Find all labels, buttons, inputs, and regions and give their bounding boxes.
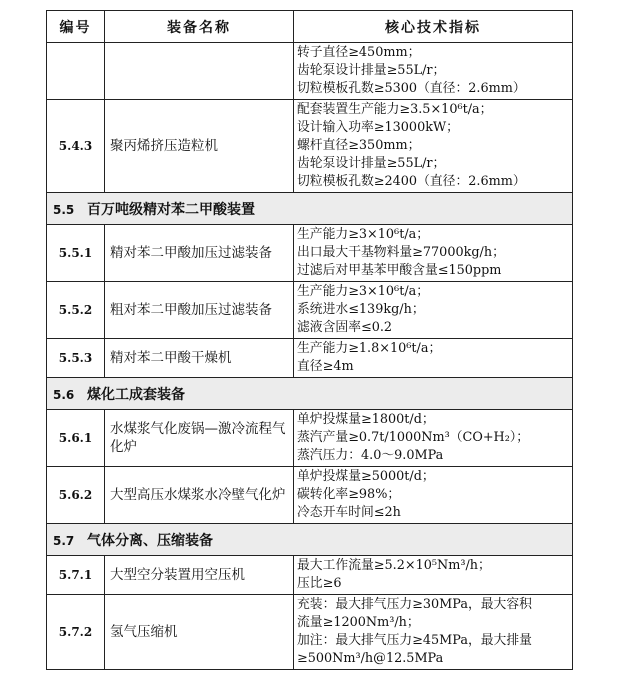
core-spec-cell: [294, 556, 573, 595]
section-row: [47, 524, 573, 556]
core-spec-cell: [294, 467, 573, 524]
core-spec-cell: [294, 225, 573, 282]
spec-line: 生产能力≥3×10⁶t/a；: [297, 284, 430, 299]
core-spec-cell: [294, 595, 573, 670]
table-header-row: [47, 11, 573, 43]
core-spec-cell: [294, 339, 573, 378]
section-cell: [47, 193, 573, 225]
section-number: 5.6: [53, 387, 75, 402]
table-row: [47, 595, 573, 670]
section-title: 煤化工成套装备: [87, 386, 185, 403]
header-number: 编号: [47, 11, 105, 43]
table-row: [47, 556, 573, 595]
section-row: [47, 378, 573, 410]
equipment-name: 大型空分装置用空压机: [105, 556, 294, 595]
header-equipment-name: 装备名称: [105, 11, 294, 43]
section-cell: [47, 524, 573, 556]
section-title: 气体分离、压缩装备: [87, 532, 213, 549]
table-row: [47, 43, 573, 100]
table-row: [47, 467, 573, 524]
section-number: 5.7: [53, 533, 75, 548]
table-row: [47, 225, 573, 282]
table-row: [47, 339, 573, 378]
equipment-spec-table: [46, 10, 573, 670]
spec-line: 流量≥1200Nm³/h；: [297, 615, 420, 630]
core-spec-cell: [294, 410, 573, 467]
equipment-name: 精对苯二甲酸加压过滤装备: [105, 225, 294, 282]
spec-line: 转子直径≥450mm；: [297, 45, 421, 60]
section-cell: [47, 378, 573, 410]
equipment-name: 大型高压水煤浆水冷壁气化炉: [105, 467, 294, 524]
spec-line: 齿轮泵设计排量≥55L/r；: [297, 156, 446, 171]
spec-line: 蒸汽压力：4.0～9.0MPa: [297, 448, 444, 463]
spec-line: 齿轮泵设计排量≥55L/r；: [297, 63, 446, 78]
spec-line: 出口最大干基物料量≥77000kg/h；: [297, 245, 505, 260]
spec-line: 配套装置生产能力≥3.5×10⁶t/a；: [297, 102, 493, 117]
spec-line: 设计输入功率≥13000kW；: [297, 120, 459, 135]
spec-line: 压比≥6: [297, 576, 342, 591]
spec-line: 单炉投煤量≥5000t/d；: [297, 469, 435, 484]
item-number: 5.5.1: [47, 225, 105, 282]
spec-line: ≥500Nm³/h@12.5MPa: [297, 651, 444, 666]
item-number: 5.7.1: [47, 556, 105, 595]
spec-line: 系统进水≤139kg/h；: [297, 302, 425, 317]
equipment-name: 粗对苯二甲酸加压过滤装备: [105, 282, 294, 339]
section-number: 5.5: [53, 202, 75, 217]
table-body: [47, 43, 573, 670]
section-title: 百万吨级精对苯二甲酸装置: [87, 201, 255, 218]
spec-line: 充装：最大排气压力≥30MPa，最大容积: [297, 597, 532, 612]
spec-line: 加注：最大排气压力≥45MPa，最大排量: [297, 633, 532, 648]
item-number: 5.5.2: [47, 282, 105, 339]
spec-line: 生产能力≥1.8×10⁶t/a；: [297, 341, 442, 356]
section-row: [47, 193, 573, 225]
core-spec-cell: [294, 100, 573, 193]
table-row: [47, 282, 573, 339]
item-number: [47, 43, 105, 100]
spec-line: 冷态开车时间≤2h: [297, 505, 401, 520]
header-core-spec: 核心技术指标: [294, 11, 573, 43]
spec-line: 单炉投煤量≥1800t/d；: [297, 412, 435, 427]
item-number: 5.4.3: [47, 100, 105, 193]
spec-line: 生产能力≥3×10⁶t/a；: [297, 227, 430, 242]
core-spec-cell: [294, 282, 573, 339]
core-spec-cell: [294, 43, 573, 100]
spec-line: 过滤后对甲基苯甲酸含量≤150ppm: [297, 263, 502, 278]
item-number: 5.5.3: [47, 339, 105, 378]
item-number: 5.7.2: [47, 595, 105, 670]
spec-line: 直径≥4m: [297, 359, 354, 374]
spec-line: 最大工作流量≥5.2×10⁵Nm³/h；: [297, 558, 491, 573]
equipment-name: 氢气压缩机: [105, 595, 294, 670]
table-row: [47, 410, 573, 467]
spec-line: 蒸汽产量≥0.7t/1000Nm³（CO+H₂）；: [297, 430, 530, 445]
spec-line: 切粒模板孔数≥2400（直径：2.6mm）: [297, 174, 526, 189]
spec-line: 切粒模板孔数≥5300（直径：2.6mm）: [297, 81, 526, 96]
item-number: 5.6.1: [47, 410, 105, 467]
spec-line: 螺杆直径≥350mm；: [297, 138, 421, 153]
equipment-name: [105, 43, 294, 100]
equipment-name: 聚丙烯挤压造粒机: [105, 100, 294, 193]
spec-line: 滤液含固率≤0.2: [297, 320, 393, 335]
item-number: 5.6.2: [47, 467, 105, 524]
equipment-name: 精对苯二甲酸干燥机: [105, 339, 294, 378]
equipment-name: 水煤浆气化废锅—激冷流程气化炉: [105, 410, 294, 467]
table-row: [47, 100, 573, 193]
spec-line: 碳转化率≥98%；: [297, 487, 401, 502]
